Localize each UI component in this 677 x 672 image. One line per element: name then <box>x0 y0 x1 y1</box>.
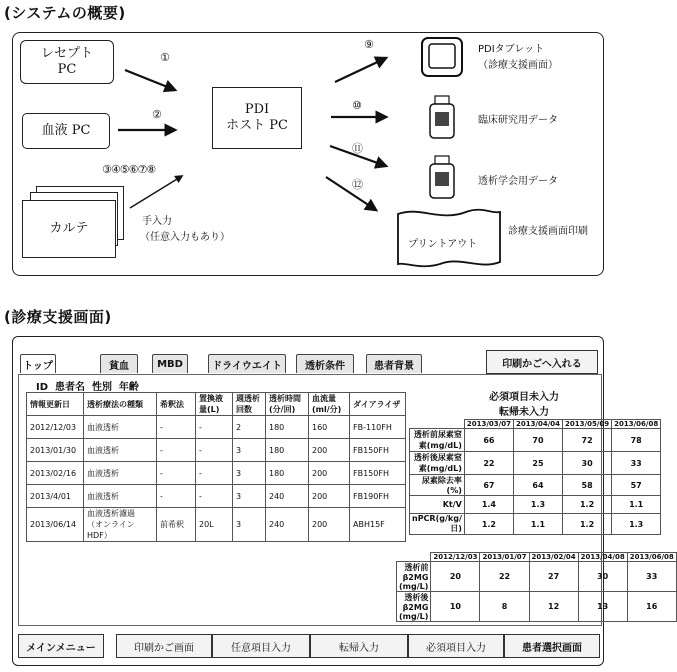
lab-value: 67 <box>464 475 513 496</box>
main-menu-button[interactable]: メインメニュー <box>18 634 104 658</box>
tablet-label-line1: PDIタブレット <box>478 44 545 55</box>
history-cell: 血液透析 <box>84 462 157 485</box>
history-cell: 240 <box>266 485 309 508</box>
history-cell: 180 <box>266 416 309 439</box>
history-cell: - <box>157 485 196 508</box>
arrow-1 <box>125 70 175 90</box>
lab-date: 2013/04/04 <box>513 420 562 429</box>
history-cell: 3 <box>233 485 266 508</box>
lab-value: 25 <box>513 452 562 475</box>
history-cell: 20L <box>196 508 233 542</box>
print-basket-screen-button[interactable]: 印刷かご画面 <box>116 634 212 658</box>
history-cell: 3 <box>233 508 266 542</box>
history-cell: 200 <box>309 439 350 462</box>
add-to-print-basket-button[interactable]: 印刷かごへ入れる <box>486 350 598 374</box>
col-header: ダイアライザ <box>350 393 406 416</box>
tablet-icon <box>422 38 462 76</box>
lab-value: 22 <box>464 452 513 475</box>
host-line2: ホスト PC <box>226 118 288 133</box>
lab-date: 2013/06/08 <box>612 420 661 429</box>
lab-row-label: 尿素除去率(%) <box>410 475 465 496</box>
history-cell: - <box>196 416 233 439</box>
lab-results-table <box>409 419 661 535</box>
history-cell: 200 <box>309 462 350 485</box>
lab-value: 1.1 <box>612 496 661 514</box>
patient-select-button[interactable]: 患者選択画面 <box>504 634 600 658</box>
b2m-row <box>397 592 677 622</box>
society-data-label: 透析学会用データ <box>478 176 558 187</box>
b2m-date: 2013/01/07 <box>480 553 529 562</box>
history-row <box>27 462 406 485</box>
b2m-date: 2013/02/04 <box>529 553 578 562</box>
col-header: 透析時間(分/回) <box>266 393 309 416</box>
lab-value: 1.1 <box>513 514 562 535</box>
history-cell: 180 <box>266 439 309 462</box>
history-cell: 240 <box>266 508 309 542</box>
lab-value: 78 <box>612 429 661 452</box>
history-cell: 200 <box>309 508 350 542</box>
lab-value: 66 <box>464 429 513 452</box>
lab-value: 1.4 <box>464 496 513 514</box>
lab-value: 70 <box>513 429 562 452</box>
col-header: 希釈法 <box>157 393 196 416</box>
history-cell: FB-110FH <box>350 416 406 439</box>
lab-row <box>410 496 661 514</box>
lab-row-label: 透析後尿素窒素(mg/dL) <box>410 452 465 475</box>
history-header-row <box>27 393 406 416</box>
outcome-entry-button[interactable]: 転帰入力 <box>310 634 408 658</box>
required-missing-line1: 必須項目未入力 <box>489 392 559 403</box>
history-row <box>27 439 406 462</box>
lab-row-label: nPCR(g/kg/日) <box>410 514 465 535</box>
lab-row <box>410 429 661 452</box>
lab-value: 1.2 <box>563 514 612 535</box>
col-header: 透析療法の種類 <box>84 393 157 416</box>
lab-row <box>410 475 661 496</box>
col-header: 置換液量(L) <box>196 393 233 416</box>
required-missing-line2: 転帰未入力 <box>499 407 549 418</box>
input-number-2: ② <box>152 108 162 121</box>
required-entry-button[interactable]: 必須項目入力 <box>408 634 504 658</box>
history-cell: FB150FH <box>350 439 406 462</box>
tab-top[interactable]: トップ <box>20 354 56 373</box>
printout-label: プリントアウト <box>408 239 478 250</box>
b2m-date: 2013/04/08 <box>578 553 627 562</box>
lab-value: 1.2 <box>464 514 513 535</box>
history-cell: - <box>196 462 233 485</box>
b2m-date: 2012/12/03 <box>431 553 480 562</box>
history-cell: - <box>157 416 196 439</box>
b2m-value: 10 <box>431 592 480 622</box>
arrow-9 <box>335 58 386 82</box>
b2m-value: 12 <box>529 592 578 622</box>
col-header: 血流量(ml/分) <box>309 393 350 416</box>
b2m-row <box>397 562 677 592</box>
lab-date: 2013/03/07 <box>464 420 513 429</box>
b2m-value: 22 <box>480 562 529 592</box>
history-cell: 3 <box>233 462 266 485</box>
manual-input-line1: 手入力 <box>142 216 172 227</box>
arrow-11 <box>330 146 386 166</box>
history-cell: 血液透析 <box>84 416 157 439</box>
history-cell: 2013/02/16 <box>27 462 84 485</box>
dialysis-history-table <box>26 392 406 542</box>
print-label: 診療支援画面印刷 <box>508 226 588 237</box>
col-header: 情報更新日 <box>27 393 84 416</box>
history-cell: 3 <box>233 439 266 462</box>
history-cell: FB190FH <box>350 485 406 508</box>
b2m-value: 30 <box>578 562 627 592</box>
history-cell: 2 <box>233 416 266 439</box>
lab-row <box>410 514 661 535</box>
lab-value: 64 <box>513 475 562 496</box>
lab-value: 1.3 <box>612 514 661 535</box>
history-cell: 2013/4/01 <box>27 485 84 508</box>
input-number-3-8: ③④⑤⑥⑦⑧ <box>102 163 156 176</box>
history-cell: - <box>157 439 196 462</box>
history-cell: FB150FH <box>350 462 406 485</box>
b2m-value: 27 <box>529 562 578 592</box>
lab-value: 30 <box>563 452 612 475</box>
history-cell: 180 <box>266 462 309 485</box>
history-row <box>27 416 406 439</box>
blood-pc-label: 血液 PC <box>41 123 91 138</box>
history-row <box>27 508 406 542</box>
tab-patient-background[interactable]: 患者背景 <box>366 354 422 373</box>
input-number-1: ① <box>160 51 170 64</box>
b2m-value: 13 <box>578 592 627 622</box>
lab-row-label: 透析前尿素窒素(mg/dL) <box>410 429 465 452</box>
usb-drive-icon-2 <box>430 156 454 198</box>
tab-dialysis-conditions[interactable]: 透析条件 <box>296 354 354 373</box>
history-cell: 血液透析濾過 （オンラインHDF） <box>84 508 157 542</box>
output-number-9: ⑨ <box>364 38 374 51</box>
b2m-row-label: 透析前β2MG (mg/L) <box>397 562 431 592</box>
lab-value: 1.2 <box>563 496 612 514</box>
optional-entry-button[interactable]: 任意項目入力 <box>212 634 310 658</box>
arrow-12 <box>326 177 376 210</box>
tab-mbd[interactable]: MBD <box>152 354 188 373</box>
history-cell: 2012/12/03 <box>27 416 84 439</box>
lab-row-label: Kt/V <box>410 496 465 514</box>
history-cell: 2013/06/14 <box>27 508 84 542</box>
b2m-value: 33 <box>627 562 676 592</box>
manual-input-line2: （任意入力もあり） <box>140 232 230 243</box>
usb-drive-icon-1 <box>430 96 454 138</box>
b2m-corner <box>397 553 431 562</box>
output-number-11: ⑪ <box>352 142 363 155</box>
history-cell: 前希釈 <box>157 508 196 542</box>
history-cell: 血液透析 <box>84 485 157 508</box>
b2m-value: 8 <box>480 592 529 622</box>
lab-date: 2013/05/09 <box>563 420 612 429</box>
b2m-value: 20 <box>431 562 480 592</box>
history-row <box>27 485 406 508</box>
b2m-date: 2013/06/08 <box>627 553 676 562</box>
screen-heading: (診療支援画面) <box>4 308 112 326</box>
lab-value: 58 <box>563 475 612 496</box>
history-cell: ABH15F <box>350 508 406 542</box>
col-header: 週透析回数 <box>233 393 266 416</box>
system-overview-heading: (システムの概要) <box>4 4 126 22</box>
b2m-row-label: 透析後β2MG (mg/L) <box>397 592 431 622</box>
karte-label: カルテ <box>49 221 89 236</box>
tab-dry-weight[interactable]: ドライウエイト <box>208 354 286 373</box>
output-number-10: ⑩ <box>352 99 362 112</box>
b2m-value: 16 <box>627 592 676 622</box>
required-missing-note <box>478 388 570 418</box>
b2m-table <box>396 552 677 622</box>
lab-value: 33 <box>612 452 661 475</box>
receipt-pc-line1: レセプト <box>40 46 93 61</box>
history-cell: - <box>196 439 233 462</box>
history-cell: 200 <box>309 485 350 508</box>
arrow-3 <box>130 176 182 208</box>
output-number-12: ⑫ <box>352 178 363 191</box>
history-cell: 160 <box>309 416 350 439</box>
lab-value: 57 <box>612 475 661 496</box>
lab-header-row <box>410 420 661 429</box>
tablet-label-line2: （診療支援画面） <box>478 60 558 71</box>
clinical-data-label: 臨床研究用データ <box>478 115 558 126</box>
receipt-pc-line2: PC <box>57 62 77 77</box>
history-cell: 血液透析 <box>84 439 157 462</box>
history-cell: - <box>157 462 196 485</box>
b2m-header-row <box>397 553 677 562</box>
history-cell: 2013/01/30 <box>27 439 84 462</box>
tab-anemia[interactable]: 貧血 <box>100 354 138 373</box>
patient-header: ID 患者名 性別 年齢 <box>36 382 139 393</box>
lab-value: 1.3 <box>513 496 562 514</box>
lab-row <box>410 452 661 475</box>
lab-value: 72 <box>563 429 612 452</box>
lab-corner <box>410 420 465 429</box>
history-cell: - <box>196 485 233 508</box>
host-line1: PDI <box>244 102 270 117</box>
